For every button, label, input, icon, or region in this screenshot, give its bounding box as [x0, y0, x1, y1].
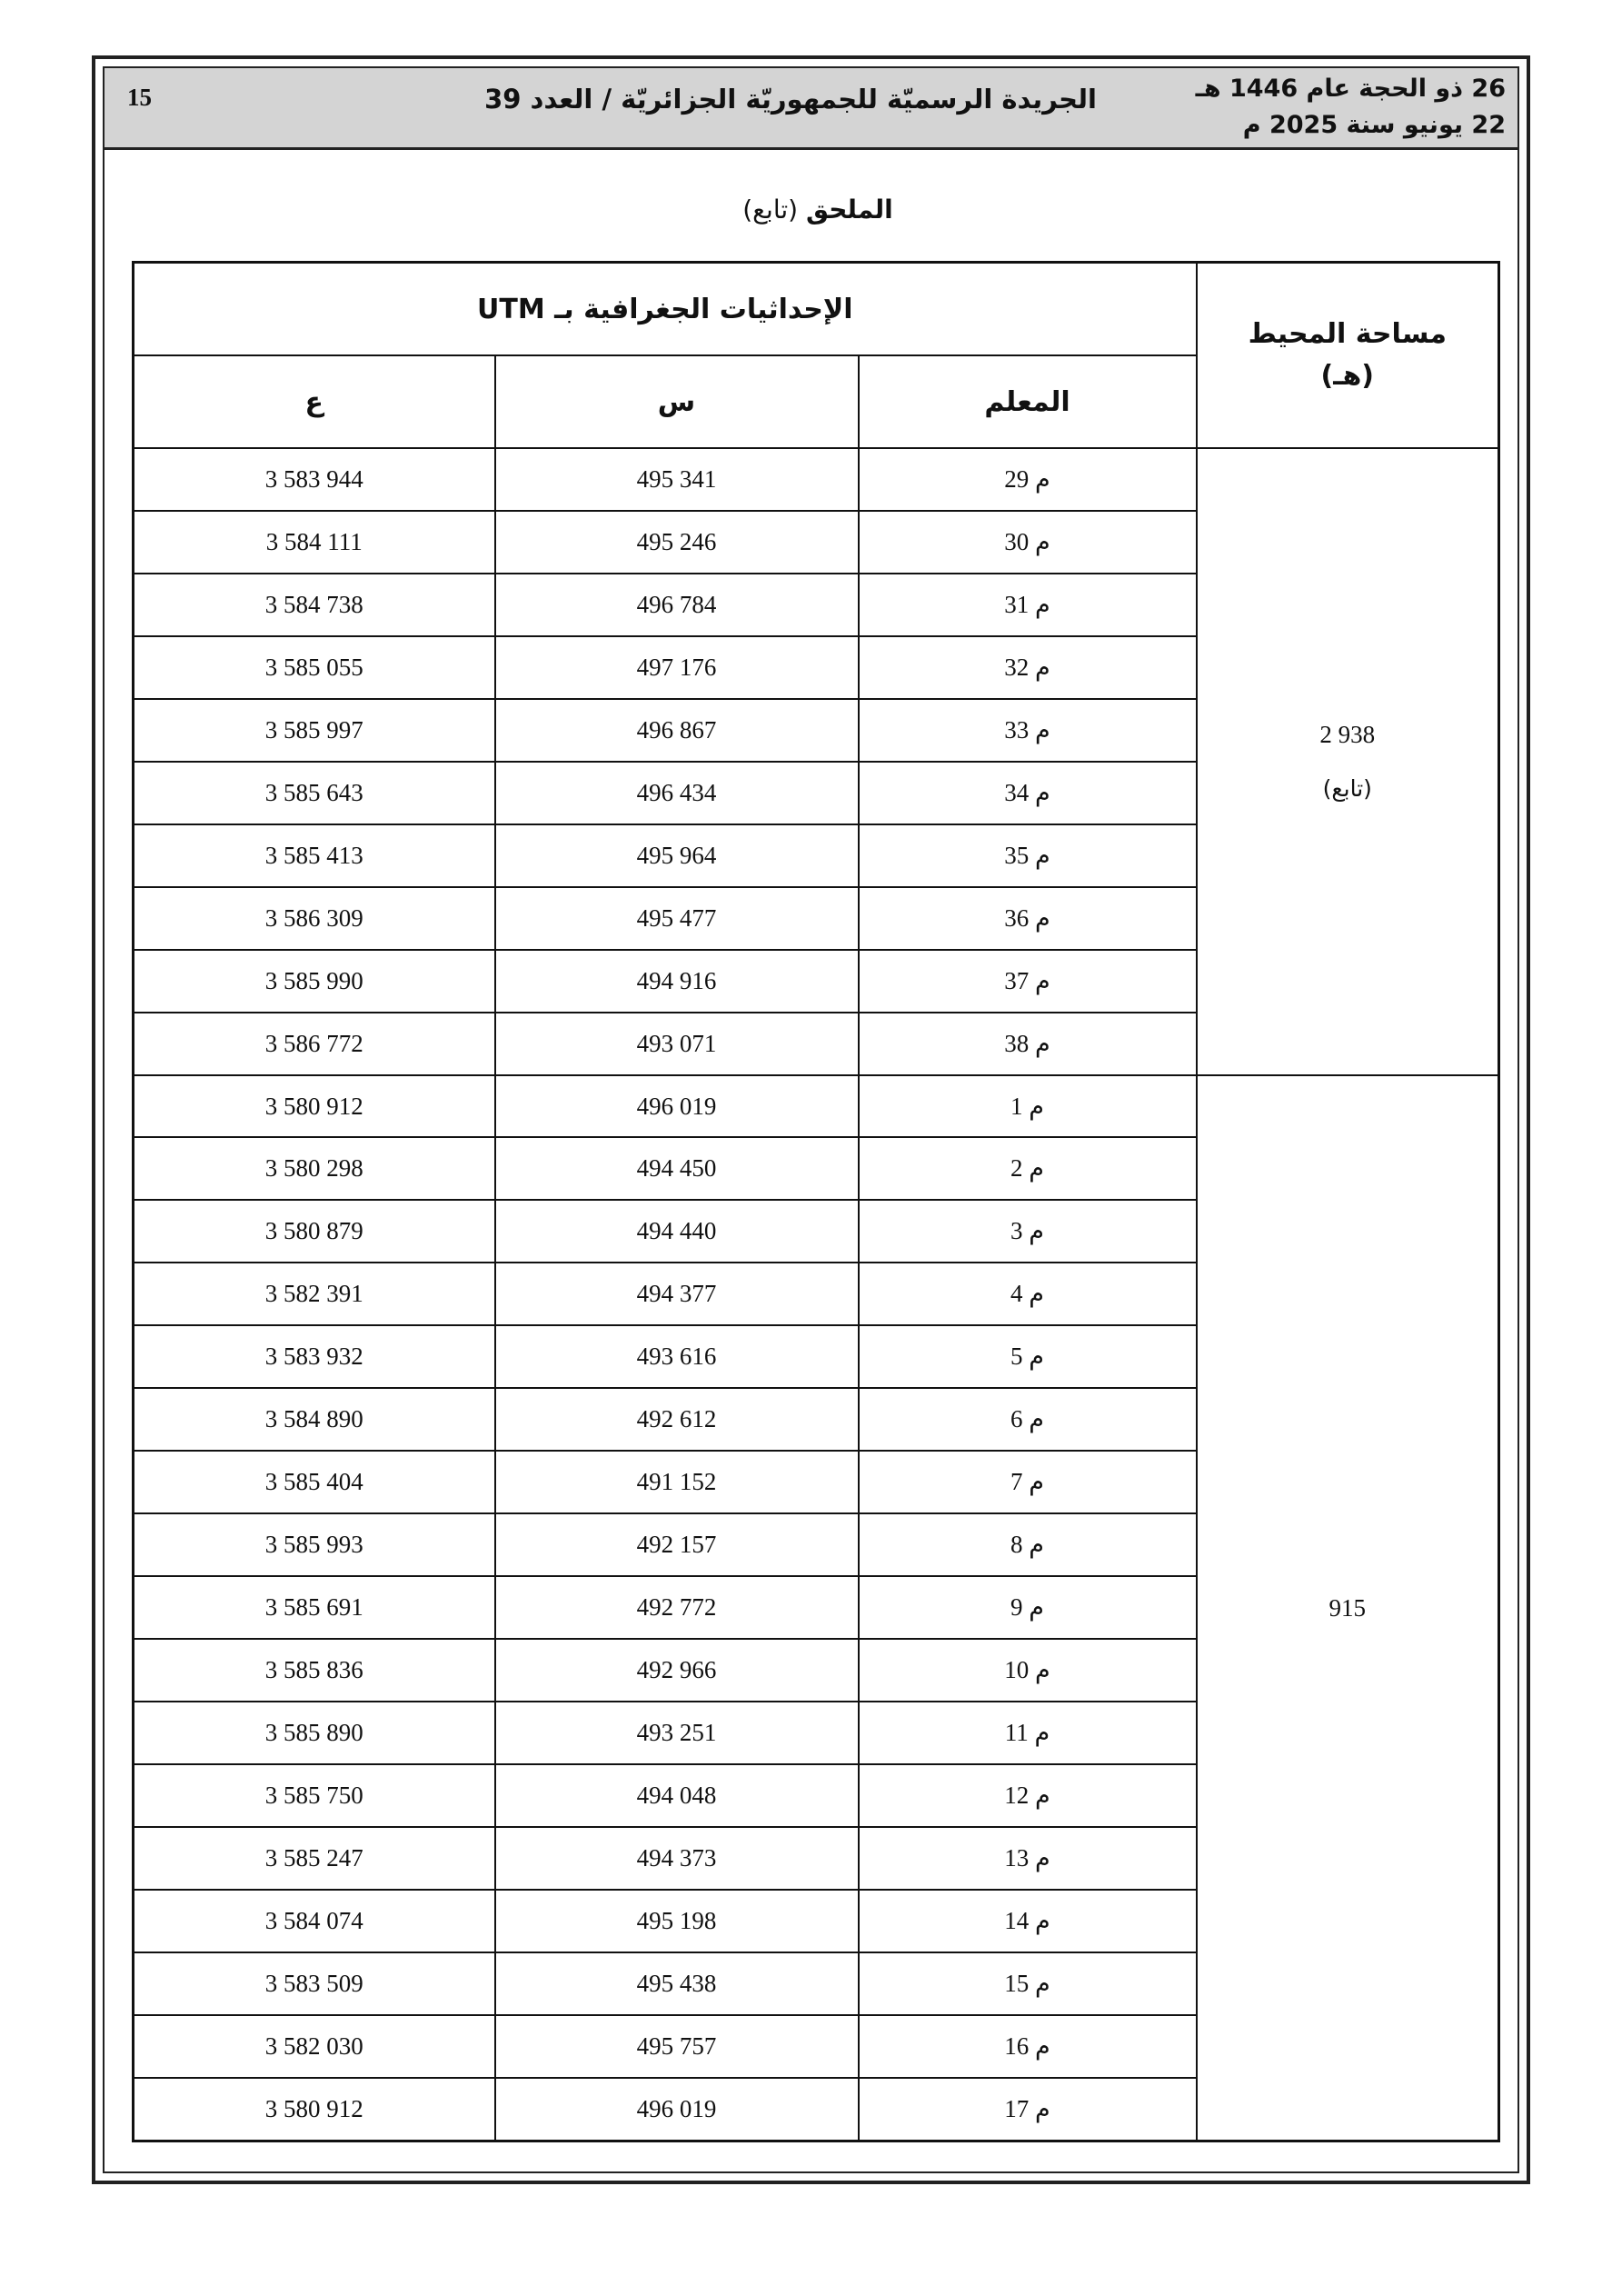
cell-y: 3 585 643	[134, 762, 495, 824]
cell-y: 3 585 836	[134, 1639, 495, 1702]
cell-landmark: م 30	[859, 511, 1197, 574]
area-header-label: مساحة المحيط	[1248, 318, 1447, 350]
cell-landmark: م 13	[859, 1827, 1197, 1890]
cell-y: 3 585 990	[134, 950, 495, 1013]
cell-landmark: م 35	[859, 824, 1197, 887]
cell-landmark: م 5	[859, 1325, 1197, 1388]
cell-y: 3 584 111	[134, 511, 495, 574]
cell-landmark: م 6	[859, 1388, 1197, 1451]
date-hijri: 26 ذو الحجة عام 1446 هـ	[1195, 75, 1506, 103]
cell-x: 495 198	[495, 1890, 859, 1952]
cell-landmark: م 14	[859, 1890, 1197, 1952]
cell-x: 494 440	[495, 1200, 859, 1263]
cell-landmark: م 3	[859, 1200, 1197, 1263]
cell-y: 3 585 055	[134, 636, 495, 699]
table-row	[134, 448, 1499, 511]
cell-x: 496 434	[495, 762, 859, 824]
cell-y: 3 585 404	[134, 1451, 495, 1513]
cell-x: 496 867	[495, 699, 859, 762]
cell-x: 493 071	[495, 1013, 859, 1075]
cell-y: 3 584 074	[134, 1890, 495, 1952]
cell-x: 492 966	[495, 1639, 859, 1702]
cell-landmark: م 8	[859, 1513, 1197, 1576]
cell-landmark: م 2	[859, 1137, 1197, 1200]
table-row	[134, 1075, 1499, 1138]
cell-landmark: م 37	[859, 950, 1197, 1013]
cell-y: 3 583 509	[134, 1952, 495, 2015]
cell-x: 492 772	[495, 1576, 859, 1639]
cell-y: 3 582 030	[134, 2015, 495, 2078]
cell-landmark: م 11	[859, 1702, 1197, 1764]
cell-y: 3 582 391	[134, 1263, 495, 1325]
cell-x: 496 019	[495, 1075, 859, 1138]
column-header-y: ع	[134, 355, 495, 448]
cell-landmark: م 33	[859, 699, 1197, 762]
cell-landmark: م 32	[859, 636, 1197, 699]
cell-x: 495 438	[495, 1952, 859, 2015]
area-note: (تابع)	[1322, 774, 1372, 802]
page-number: 15	[127, 84, 152, 111]
area-header-unit: (هـ)	[1320, 360, 1375, 392]
cell-landmark: م 1	[859, 1075, 1197, 1138]
cell-y: 3 585 997	[134, 699, 495, 762]
cell-y: 3 580 879	[134, 1200, 495, 1263]
table-body	[134, 448, 1499, 2141]
cell-x: 495 246	[495, 511, 859, 574]
cell-y: 3 586 772	[134, 1013, 495, 1075]
cell-x: 493 251	[495, 1702, 859, 1764]
cell-y: 3 584 738	[134, 574, 495, 636]
cell-y: 3 585 691	[134, 1576, 495, 1639]
cell-landmark: م 10	[859, 1639, 1197, 1702]
cell-landmark: م 12	[859, 1764, 1197, 1827]
cell-landmark: م 17	[859, 2078, 1197, 2141]
cell-landmark: م 9	[859, 1576, 1197, 1639]
cell-y: 3 585 993	[134, 1513, 495, 1576]
cell-y: 3 580 298	[134, 1137, 495, 1200]
cell-y: 3 583 944	[134, 448, 495, 511]
cell-x: 491 152	[495, 1451, 859, 1513]
cell-x: 496 019	[495, 2078, 859, 2141]
cell-landmark: م 34	[859, 762, 1197, 824]
cell-x: 494 048	[495, 1764, 859, 1827]
cell-landmark: م 16	[859, 2015, 1197, 2078]
area-value: 2 938	[1319, 720, 1376, 748]
cell-x: 495 757	[495, 2015, 859, 2078]
cell-y: 3 583 932	[134, 1325, 495, 1388]
cell-x: 493 616	[495, 1325, 859, 1388]
cell-x: 494 377	[495, 1263, 859, 1325]
cell-x: 492 157	[495, 1513, 859, 1576]
cell-y: 3 585 890	[134, 1702, 495, 1764]
cell-y: 3 584 890	[134, 1388, 495, 1451]
cell-landmark: م 38	[859, 1013, 1197, 1075]
cell-y: 3 585 750	[134, 1764, 495, 1827]
cell-x: 494 450	[495, 1137, 859, 1200]
gazette-title: الجريدة الرسميّة للجمهوريّة الجزائريّة / العدد 39	[484, 84, 1097, 115]
cell-y: 3 585 413	[134, 824, 495, 887]
coordinates-table	[132, 261, 1500, 2142]
cell-x: 492 612	[495, 1388, 859, 1451]
area-value: 915	[1328, 1593, 1367, 1622]
cell-landmark: م 36	[859, 887, 1197, 950]
column-header-x: س	[495, 355, 859, 448]
annex-title: الملحق	[806, 195, 893, 225]
cell-x: 495 477	[495, 887, 859, 950]
annex-heading	[636, 195, 1000, 225]
cell-y: 3 585 247	[134, 1827, 495, 1890]
area-header	[1197, 263, 1499, 449]
cell-x: 496 784	[495, 574, 859, 636]
cell-y: 3 580 912	[134, 1075, 495, 1138]
cell-landmark: م 31	[859, 574, 1197, 636]
cell-y: 3 586 309	[134, 887, 495, 950]
coords-group-header: الإحداثيات الجغرافية بـ UTM	[134, 263, 1197, 356]
cell-landmark: م 15	[859, 1952, 1197, 2015]
cell-x: 494 916	[495, 950, 859, 1013]
cell-landmark: م 7	[859, 1451, 1197, 1513]
cell-landmark: م 29	[859, 448, 1197, 511]
issue-date	[1196, 71, 1506, 144]
column-header-landmark: المعلم	[859, 355, 1197, 448]
date-gregorian: 22 يونيو سنة 2025 م	[1242, 111, 1506, 139]
cell-x: 495 964	[495, 824, 859, 887]
cell-landmark: م 4	[859, 1263, 1197, 1325]
cell-x: 495 341	[495, 448, 859, 511]
cell-area	[1197, 1075, 1499, 2141]
cell-area	[1197, 448, 1499, 1075]
annex-continued: (تابع)	[742, 195, 799, 225]
cell-x: 494 373	[495, 1827, 859, 1890]
cell-y: 3 580 912	[134, 2078, 495, 2141]
cell-x: 497 176	[495, 636, 859, 699]
